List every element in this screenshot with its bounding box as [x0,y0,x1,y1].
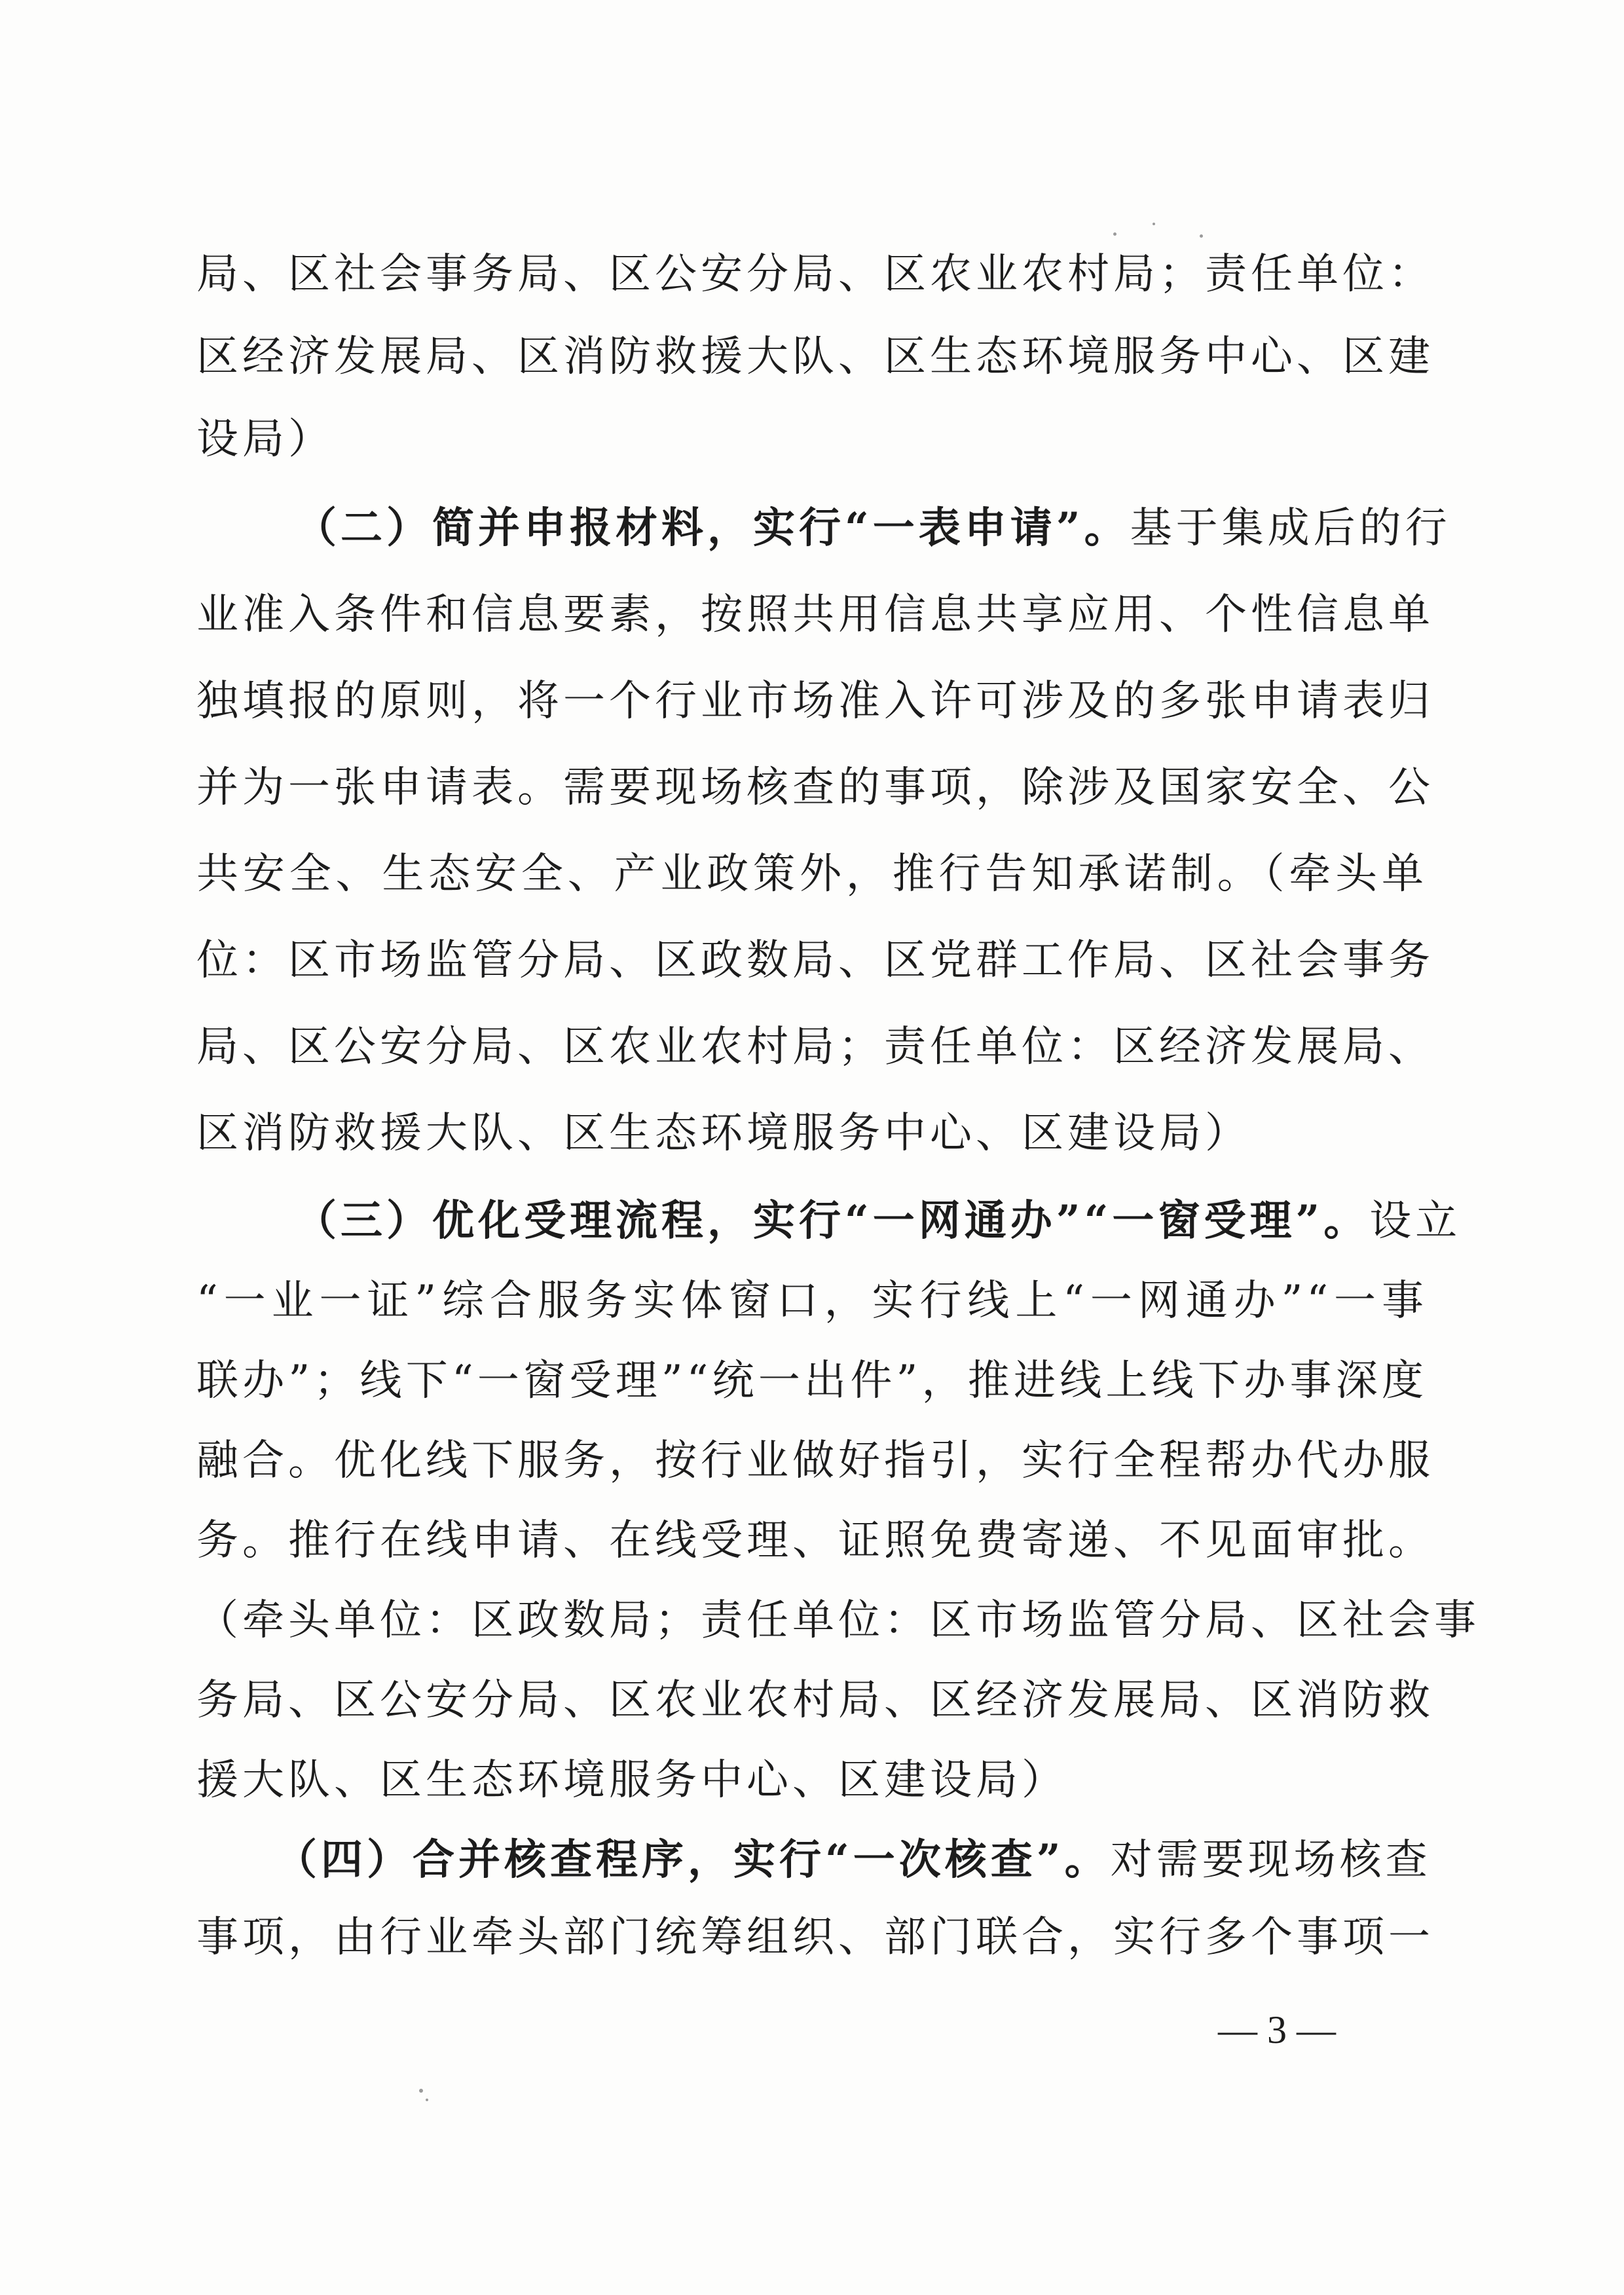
heading-4-title: （四）合并核查程序，实行“一次核查”。 [275,1835,1111,1884]
scan-speck [1153,223,1155,225]
body-line-6: 独填报的原则，将一个行业市场准入许可涉及的多张申请表归 [196,677,1434,725]
body-line-19: 援大队、区生态环境服务中心、区建设局） [196,1756,1067,1805]
scan-speck [1200,234,1203,238]
body-line-8: 共安全、生态安全、产业政策外，推行告知承诺制。（牵头单 [196,850,1428,898]
heading-3-title: （三）优化受理流程，实行“一网通办”“一窗受理”。 [295,1196,1370,1245]
heading-3-rest: 设立 [1369,1197,1462,1245]
scan-speck [1113,232,1116,236]
body-line-3: 设局） [196,415,334,464]
scan-speck [426,2099,428,2101]
body-line-13: “一业一证”综合服务实体窗口，实行线上“一网通办”“一事 [196,1277,1428,1325]
body-line-14: 联办”；线下“一窗受理”“统一出件”，推进线上线下办事深度 [196,1357,1428,1405]
body-line-17: （牵头单位：区政数局；责任单位：区市场监管分局、区社会事 [196,1596,1480,1645]
heading-4-rest: 对需要现场核查 [1110,1836,1431,1884]
section-heading-3 [295,1183,1462,1260]
body-line-2: 区经济发展局、区消防救援大队、区生态环境服务中心、区建 [196,333,1434,381]
body-line-1: 局、区社会事务局、区公安分局、区农业农村局；责任单位： [196,250,1434,299]
body-line-18: 务局、区公安分局、区农业农村局、区经济发展局、区消防救 [196,1676,1434,1725]
body-line-16: 务。推行在线申请、在线受理、证照免费寄递、不见面审批。 [196,1516,1434,1565]
section-heading-4 [275,1822,1431,1899]
body-line-10: 局、区公安分局、区农业农村局；责任单位：区经济发展局、 [196,1023,1434,1071]
body-line-15: 融合。优化线下服务，按行业做好指引，实行全程帮办代办服 [196,1437,1434,1485]
heading-2-rest: 基于集成后的行 [1130,504,1451,553]
body-line-9: 位：区市场监管分局、区政数局、区党群工作局、区社会事务 [196,936,1434,985]
body-line-7: 并为一张申请表。需要现场核查的事项，除涉及国家安全、公 [196,763,1434,812]
body-line-11: 区消防救援大队、区生态环境服务中心、区建设局） [196,1109,1251,1158]
page-number: — 3 — [1218,2008,1336,2051]
body-line-21: 事项，由行业牵头部门统筹组织、部门联合，实行多个事项一 [196,1913,1434,1962]
body-line-5: 业准入条件和信息要素，按照共用信息共享应用、个性信息单 [196,591,1434,639]
section-heading-2 [295,490,1451,567]
scan-speck [419,2089,423,2093]
heading-2-title: （二）简并申报材料，实行“一表申请”。 [295,504,1130,553]
